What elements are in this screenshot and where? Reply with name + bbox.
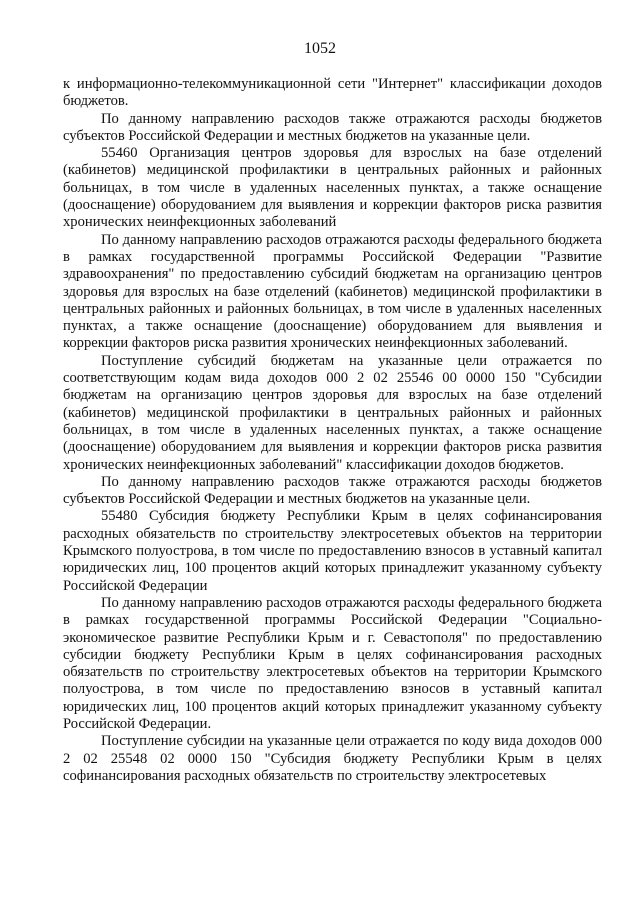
paragraph: По данному направлению расходов отражаются расходы федерального бюджета в рамках государственной программы Российской Федерации "Развитие здравоохранения" по предоставлению субсидий бюджетам на организацию центров здоровья для взрослых на базе отделений (кабинетов) медицинской профилактики в центральных районных и районных больницах, в том числе в удаленных населенных пунктах, а также оснащение (дооснащение) оборудованием для выявления и коррекции факторов риска развития хронических неинфекционных заболеваний. [63,231,602,352]
document-body [63,76,602,785]
paragraph: По данному направлению расходов также отражаются расходы бюджетов субъектов Российской Федерации и местных бюджетов на указанные цели. [63,110,602,144]
page-number: 1052 [304,40,336,57]
paragraph-continuation: к информационно-телекоммуникационной сети "Интернет" классификации доходов бюджетов. [63,76,602,110]
paragraph: Поступление субсидий бюджетам на указанные цели отражается по соответствующим кодам вида доходов 000 2 02 25546 00 0000 150 "Субсидии бюджетам на организацию центров здоровья для взрослых на базе отделений (кабинетов) медицинской профилактики в центральных районных и районных больницах, в том числе в удаленных населенных пунктах, а также оснащение (дооснащение) оборудованием для выявления и коррекции факторов риска развития хронических неинфекционных заболеваний" классификации доходов бюджетов. [63,352,602,473]
paragraph-code-55460-heading: 55460 Организация центров здоровья для взрослых на базе отделений (кабинетов) медицинской профилактики в центральных районных и районных больницах, в том числе в удаленных населенных пунктах, а также оснащение (дооснащение) оборудованием для выявления и коррекции факторов риска развития хронических неинфекционных заболеваний [63,145,602,231]
paragraph-code-55480-heading: 55480 Субсидия бюджету Республики Крым в целях софинансирования расходных обязательств по строительству электросетевых объектов на территории Крымского полуострова, в том числе по предоставлению взносов в уставный капитал юридических лиц, 100 процентов акций которых принадлежит указанному субъекту Российской Федерации [63,508,602,594]
paragraph: По данному направлению расходов также отражаются расходы бюджетов субъектов Российской Федерации и местных бюджетов на указанные цели. [63,473,602,508]
paragraph: Поступление субсидии на указанные цели отражается по коду вида доходов 000 2 02 25548 02 0000 150 "Субсидия бюджету Республики Крым в целях софинансирования расходных обязательств по строительству электросетевых [63,733,602,784]
paragraph: По данному направлению расходов отражаются расходы федерального бюджета в рамках государственной программы Российской Федерации "Социально-экономическое развитие Республики Крым и г. Севастополя" по предоставлению субсидии бюджету Республики Крым в целях софинансирования расходных обязательств по строительству электросетевых объектов на территории Крымского полуострова, в том числе по предоставлению взносов в уставный капитал юридических лиц, 100 процентов акций которых принадлежит указанному субъекту Российской Федерации. [63,594,602,732]
